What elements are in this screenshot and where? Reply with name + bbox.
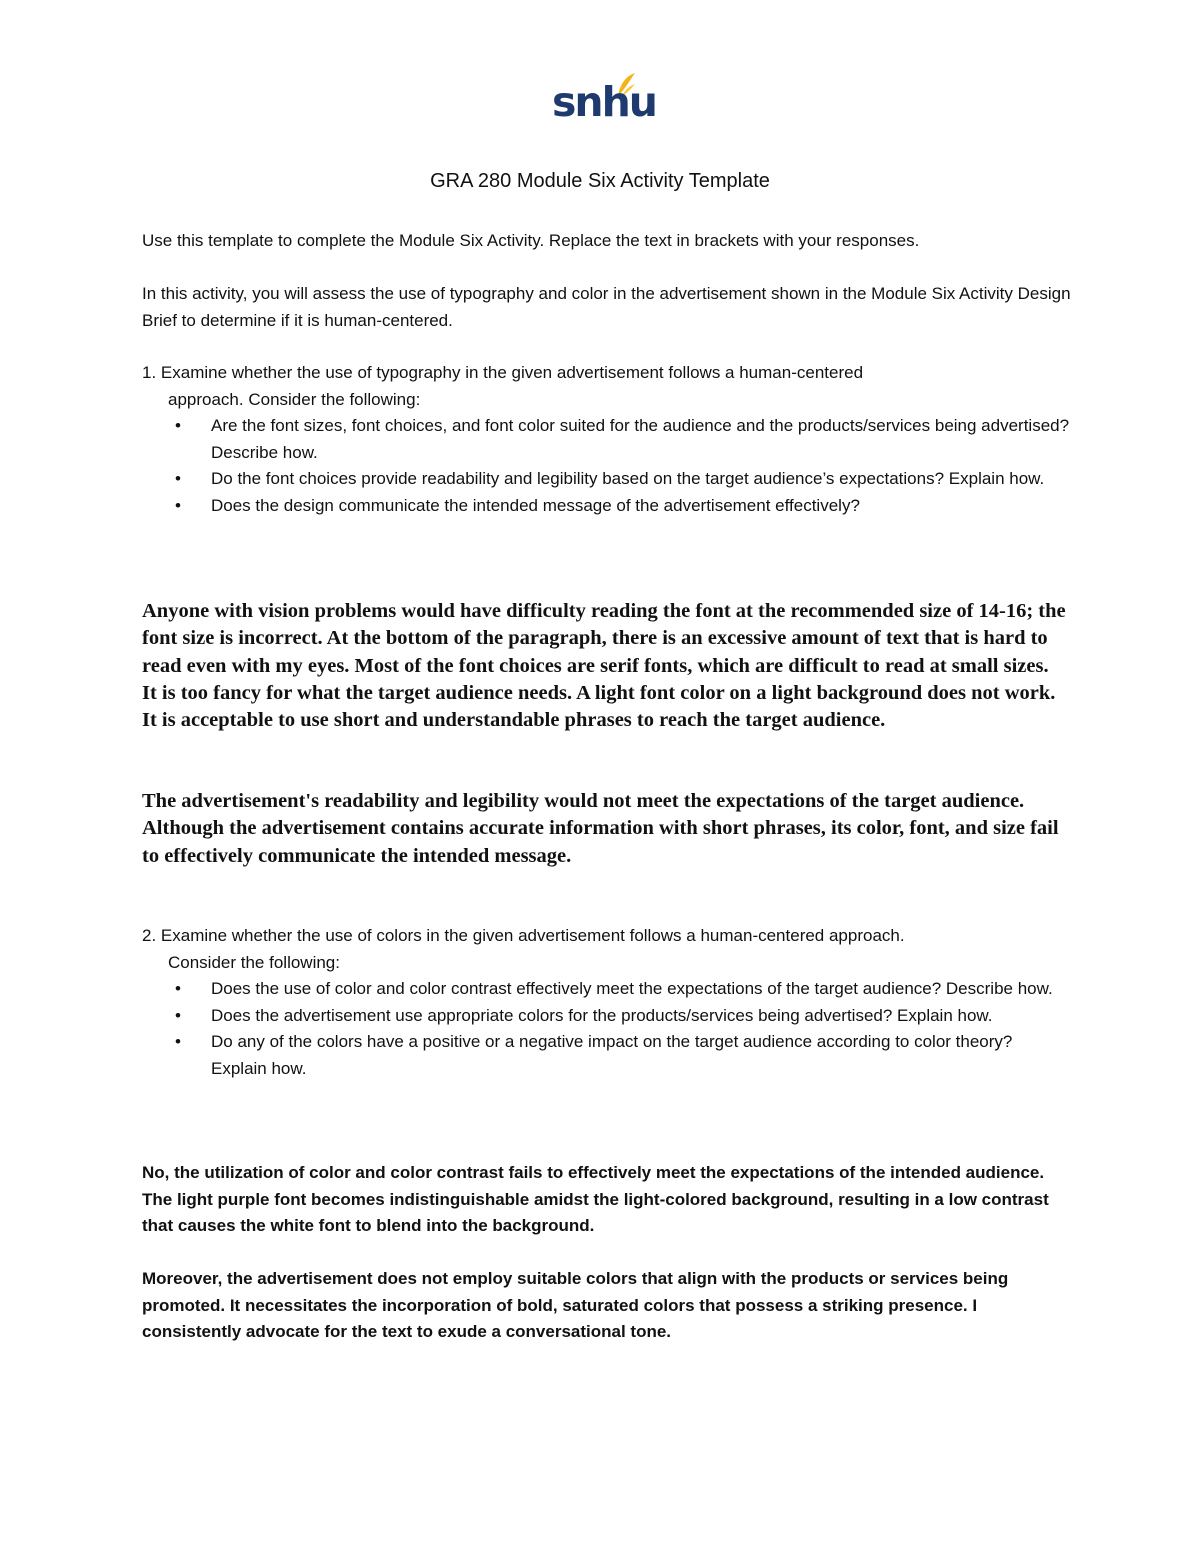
question-1-prompt (142, 360, 1072, 413)
bullet-text: Do the font choices provide readability and legibility based on the target audience’s expectations? Explain how. (211, 469, 1045, 488)
bullet-text: Are the font sizes, font choices, and font color suited for the audience and the products/services being advertised? Describe how. (211, 416, 1070, 462)
bullet-text: Does the use of color and color contrast effectively meet the expectations of the target audience? Describe how. (211, 979, 1053, 998)
bullet-icon: • (175, 469, 181, 488)
bullet-icon: • (175, 495, 181, 515)
answer-1-paragraph-2: The advertisement's readability and legibility would not meet the expectations of the target audience. Although the advertisement contains accurate information with short phrases, its color, font, and size fail to effectively communicate the intended message. (142, 790, 1059, 867)
question-2-bullet-list (142, 976, 1072, 1082)
bullet-icon: • (175, 416, 181, 435)
list-item (142, 413, 1072, 466)
list-item (142, 493, 1072, 520)
intro-text: In this activity, you will assess the use of typography and color in the advertisement shown in the Module Six Activity Design Brief to determine if it is human-centered. (142, 284, 1071, 330)
bullet-text: Does the advertisement use appropriate colors for the products/services being advertised? Explain how. (211, 1005, 993, 1025)
snhu-logo (552, 70, 656, 134)
logo-wordmark: snhu (552, 78, 656, 126)
bullet-icon: • (175, 979, 181, 998)
question-1-line-1: 1. Examine whether the use of typography in the given advertisement follows a human-centered (142, 363, 864, 382)
question-2-line-2: Consider the following: (168, 952, 340, 972)
answer-2-paragraph-1: No, the utilization of color and color contrast fails to effectively meet the expectations of the intended audience. The light purple font becomes indistinguishable amidst the light-colored background, resulting in a low contrast that causes the white font to blend into the background. (142, 1163, 1049, 1235)
question-1-bullet-list (142, 413, 1072, 519)
list-item (142, 976, 1072, 1003)
bullet-icon: • (175, 1005, 181, 1025)
bullet-text: Do any of the colors have a positive or a negative impact on the target audience according to color theory? Explain how. (211, 1032, 1013, 1078)
answer-1-paragraph-1: Anyone with vision problems would have difficulty reading the font at the recommended size of 14-16; the font size is incorrect. At the bottom of the paragraph, there is an excessive amount of text that is hard to read even with my eyes. Most of the font choices are serif fonts, which are difficult to read at small sizes. It is too fancy for what the target audience needs. A light font color on a light background does not work. It is acceptable to use short and understandable phrases to reach the target audience. (142, 600, 1066, 732)
question-1-line-2: approach. Consider the following: (168, 389, 421, 409)
page-title: GRA 280 Module Six Activity Template (430, 170, 770, 192)
instructions-text: Use this template to complete the Module Six Activity. Replace the text in brackets with your responses. (142, 231, 920, 250)
bullet-icon: • (175, 1032, 181, 1051)
question-2-prompt (142, 923, 1072, 976)
list-item (142, 1029, 1072, 1082)
bullet-text: Does the design communicate the intended message of the advertisement effectively? (211, 495, 860, 515)
answer-2-paragraph-2: Moreover, the advertisement does not employ suitable colors that align with the products or services being promoted. It necessitates the incorporation of bold, saturated colors that possess a striking presence. I consistently advocate for the text to exude a conversational tone. (142, 1269, 1009, 1341)
list-item (142, 466, 1072, 493)
question-2-line-1: 2. Examine whether the use of colors in the given advertisement follows a human-centered approach. (142, 926, 905, 945)
list-item (142, 1003, 1072, 1030)
